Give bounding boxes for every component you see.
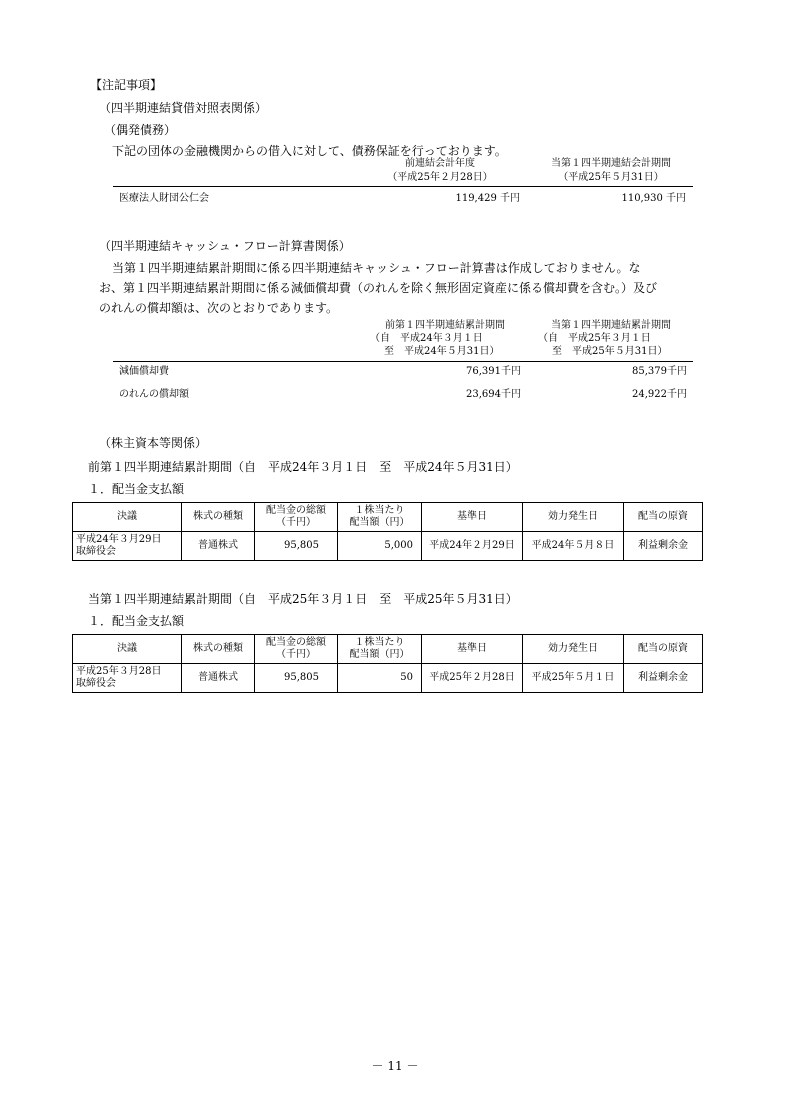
header-total: 配当金の総額 （千円）	[255, 503, 338, 532]
header-record-date: 基準日	[422, 635, 523, 664]
cell-effective-date: 平成25年５月１日	[523, 664, 624, 693]
header-record-date: 基準日	[422, 503, 523, 532]
header-per-share: １株当たり 配当額（円）	[338, 503, 422, 532]
header-per-share: １株当たり 配当額（円）	[338, 635, 422, 664]
bs-col-prev-line2: （平成25年２月28日）	[387, 172, 493, 183]
cf-row-curr: 24,922千円	[632, 389, 687, 400]
dividend-table-curr	[72, 634, 703, 693]
table-header-row	[73, 635, 703, 664]
equity-prev-subheading: １．配当金支払額	[88, 482, 185, 496]
bs-row-label: 医療法人財団公仁会	[119, 193, 209, 204]
bs-table-rule	[113, 186, 693, 187]
cf-col-prev-line1: 前第１四半期連結累計期間	[385, 320, 505, 331]
header-resolution: 決議	[73, 503, 182, 532]
cell-per-share: 50	[338, 664, 422, 693]
cf-row-label: 減価償却費	[119, 366, 169, 377]
cf-table-rule	[113, 361, 693, 362]
cell-effective-date: 平成24年５月８日	[523, 532, 624, 561]
bs-row-prev: 119,429 千円	[455, 193, 520, 204]
header-total: 配当金の総額 （千円）	[255, 635, 338, 664]
cell-record-date: 平成24年２月29日	[422, 532, 523, 561]
bs-col-prev-line1: 前連結会計年度	[405, 158, 475, 169]
cf-row-curr: 85,379千円	[632, 366, 687, 377]
cell-total: 95,805	[255, 532, 338, 561]
table-row	[73, 532, 703, 561]
cf-col-curr-line2: （自 平成25年３月１日	[538, 333, 651, 344]
cell-share-type: 普通株式	[182, 664, 255, 693]
equity-prev-period: 前第１四半期連結累計期間（自 平成24年３月１日 至 平成24年５月31日）	[88, 460, 518, 474]
header-source: 配当の原資	[624, 635, 703, 664]
bs-section-title: （四半期連結貸借対照表関係）	[99, 101, 268, 115]
cell-total: 95,805	[255, 664, 338, 693]
cell-resolution: 平成24年３月29日 取締役会	[73, 532, 182, 561]
table-header-row	[73, 503, 703, 532]
header-share-type: 株式の種類	[182, 503, 255, 532]
cf-col-curr-line3: 至 平成25年５月31日）	[552, 346, 668, 357]
cf-row-label: のれんの償却額	[119, 389, 189, 400]
equity-curr-subheading: １．配当金支払額	[88, 614, 185, 628]
header-source: 配当の原資	[624, 503, 703, 532]
header-effective-date: 効力発生日	[523, 635, 624, 664]
table-row	[73, 664, 703, 693]
cell-source: 利益剰余金	[624, 664, 703, 693]
cell-per-share: 5,000	[338, 532, 422, 561]
equity-curr-period: 当第１四半期連結累計期間（自 平成25年３月１日 至 平成25年５月31日）	[88, 592, 518, 606]
cf-col-curr-line1: 当第１四半期連結累計期間	[551, 320, 671, 331]
cell-record-date: 平成25年２月28日	[422, 664, 523, 693]
cf-section-title: （四半期連結キャッシュ・フロー計算書関係）	[99, 239, 351, 253]
cf-row-prev: 23,694千円	[466, 389, 521, 400]
cf-para-line2: お、第１四半期連結累計期間に係る減価償却費（のれんを除く無形固定資産に係る償却費を含む。）及び	[99, 281, 658, 295]
bs-col-curr-line1: 当第１四半期連結会計期間	[551, 158, 671, 169]
notes-heading: 【注記事項】	[90, 78, 163, 92]
bs-row-curr: 110,930 千円	[621, 193, 686, 204]
bs-subtitle: （偶発債務）	[104, 123, 177, 137]
bs-description: 下記の団体の金融機関からの借入に対して、債務保証を行っております。	[112, 144, 507, 158]
cf-col-prev-line3: 至 平成24年５月31日）	[384, 346, 500, 357]
dividend-table-prev	[72, 502, 703, 561]
cell-source: 利益剰余金	[624, 532, 703, 561]
bs-col-curr-line2: （平成25年５月31日）	[558, 172, 664, 183]
cell-share-type: 普通株式	[182, 532, 255, 561]
cell-resolution: 平成25年３月28日 取締役会	[73, 664, 182, 693]
header-effective-date: 効力発生日	[523, 503, 624, 532]
cf-row-prev: 76,391千円	[466, 366, 521, 377]
cf-para-line3: のれんの償却額は、次のとおりであります。	[99, 301, 339, 315]
header-share-type: 株式の種類	[182, 635, 255, 664]
cf-para-line1: 当第１四半期連結累計期間に係る四半期連結キャッシュ・フロー計算書は作成しておりません。な	[112, 261, 641, 275]
page-number: － 11 －	[371, 1059, 419, 1073]
header-resolution: 決議	[73, 635, 182, 664]
cf-col-prev-line2: （自 平成24年３月１日	[370, 333, 483, 344]
equity-section-title: （株主資本等関係）	[99, 436, 208, 450]
